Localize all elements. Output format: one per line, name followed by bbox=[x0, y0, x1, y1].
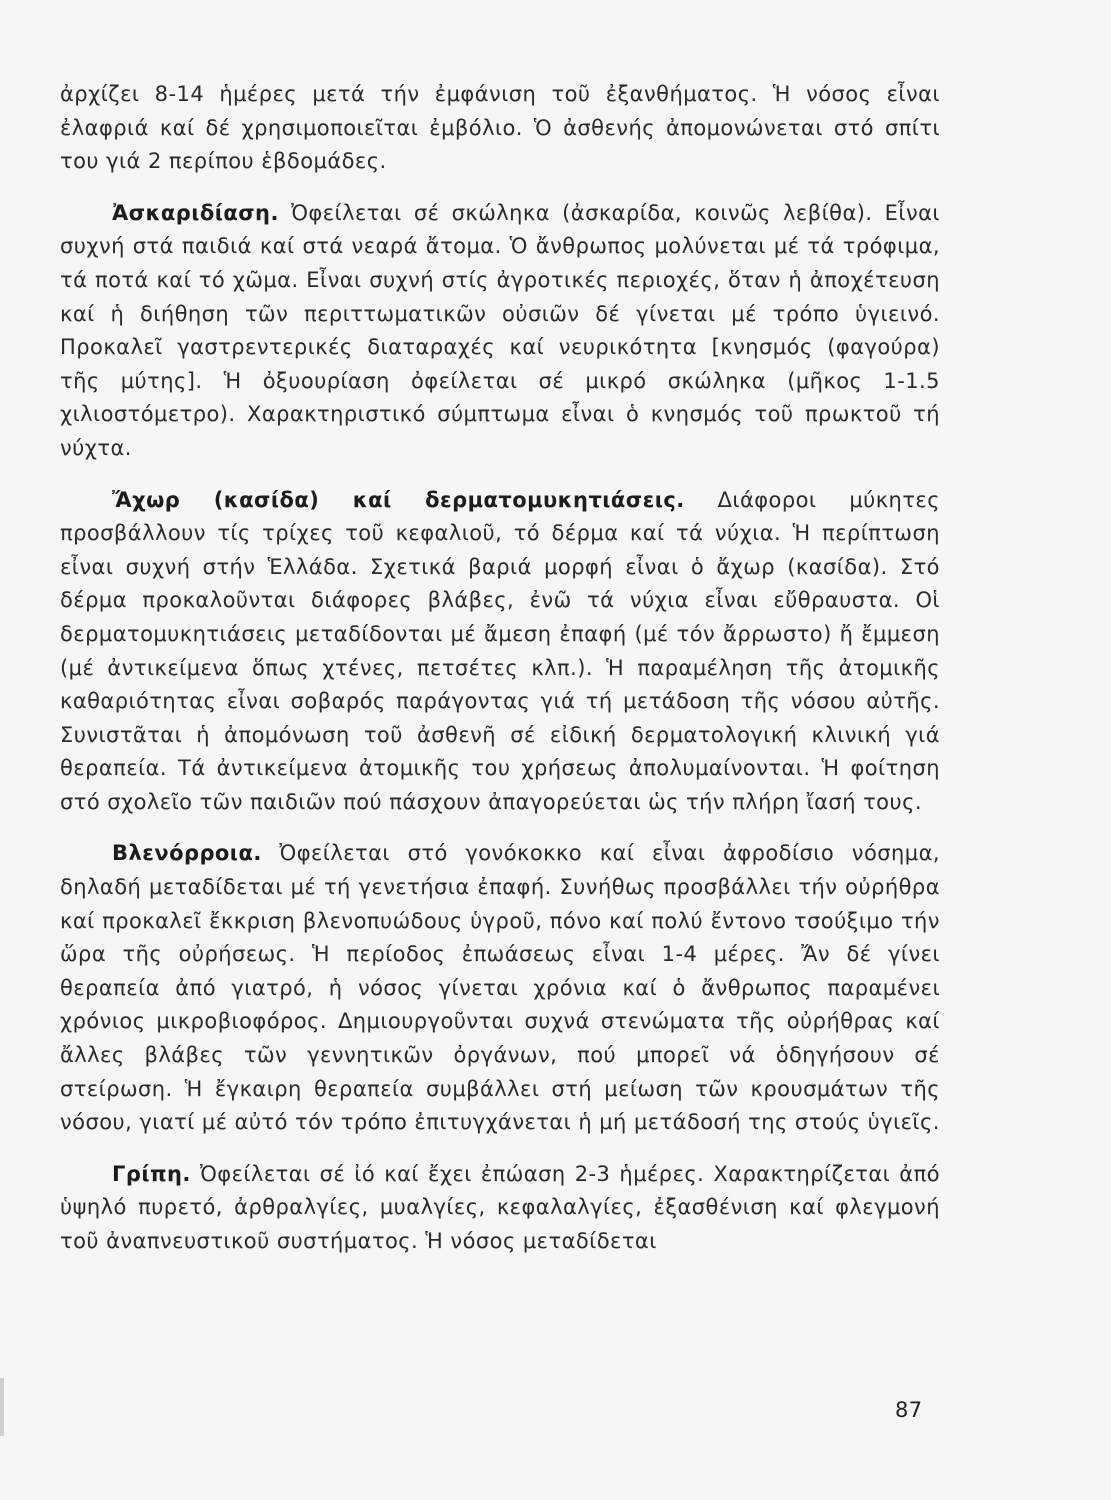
paragraph-text: Ὀφείλεται στό γονόκοκκο καί εἶναι ἀφροδίσιο νόσημα, δηλαδή μεταδίδεται μέ τή γενετήσια ἐπαφή. Συνήθως προσβάλλει τήν οὐρήθρα καί προκαλεῖ ἔκκριση βλενοπυώδους ὑγροῦ, πόνο καί πολύ ἔντονο τσούξιμο τήν ὥρα τῆς οὐρήσεως. Ἡ περίοδος ἐπωάσεως εἶναι 1-4 μέρες. Ἄν δέ γίνει θεραπεία ἀπό γιατρό, ἡ νόσος γίνεται χρόνια καί ὁ ἄνθρωπος παραμένει χρόνιος μικροβιοφόρος. Δημιουργοῦνται συχνά στενώματα τῆς οὐρήθρας καί ἄλλες βλάβες τῶν γεννητικῶν ὀργάνων, πού μπορεῖ νά ὁδηγήσουν σέ στείρωση. Ἡ ἔγκαιρη θεραπεία συμβάλλει στή μείωση τῶν κρουσμάτων τῆς νόσου, γιατί μέ αὐτό τόν τρόπο ἐπιτυγχάνεται ἡ μή μετάδοσή της στούς ὑγιεῖς. bbox=[60, 841, 940, 1135]
paragraph-influenza bbox=[60, 1158, 940, 1259]
paragraph-text: Ὀφείλεται σέ σκώληκα (ἀσκαρίδα, κοινῶς λεβίθα). Εἶναι συχνή στά παιδιά καί στά νεαρά ἄτομα. Ὁ ἄνθρωπος μολύνεται μέ τά τρόφιμα, τά ποτά καί τό χῶμα. Εἶναι συχνή στίς ἀγροτικές περιοχές, ὅταν ἡ ἀποχέτευση καί ἡ διήθηση τῶν περιττωματικῶν οὐσιῶν δέ γίνεται μέ τρόπο ὑγιεινό. Προκαλεῖ γαστρεντερικές διαταραχές καί νευρικότητα [κνησμός (φαγούρα) τῆς μύτης]. Ἡ ὀξυουρίαση ὀφείλεται σέ μικρό σκώληκα (μῆκος 1-1.5 χιλιοστόμετρο). Χαρακτηριστικό σύμπτωμα εἶναι ὁ κνησμός τοῦ πρωκτοῦ τή νύχτα. bbox=[60, 200, 940, 460]
paragraph-tinea bbox=[60, 484, 940, 820]
paragraph-heading: Γρίπη. bbox=[112, 1161, 191, 1186]
scan-edge-mark bbox=[0, 1378, 4, 1436]
paragraph-heading: Βλενόρροια. bbox=[112, 841, 262, 866]
paragraph-ascariasis bbox=[60, 197, 940, 466]
paragraph-text: ἀρχίζει 8-14 ἡμέρες μετά τήν ἐμφάνιση τοῦ ἐξανθήματος. Ἡ νόσος εἶναι ἐλαφριά καί δέ χρησιμοποιεῖται ἐμβόλιο. Ὁ ἀσθενής ἀπομονώνεται στό σπίτι του γιά 2 περίπου ἑβδομάδες. bbox=[60, 82, 940, 174]
paragraph-gonorrhea bbox=[60, 837, 940, 1139]
paragraph-text: Διάφοροι μύκητες προσβάλλουν τίς τρίχες τοῦ κεφαλιοῦ, τό δέρμα καί τά νύχια. Ἡ περίπτωση εἶναι συχνή στήν Ἑλλάδα. Σχετικά βαριά μορφή εἶναι ὁ ἄχωρ (κασίδα). Στό δέρμα προκαλοῦνται διάφορες βλάβες, ἐνῶ τά νύχια εἶναι εὔθραυστα. Οἱ δερματομυκητιάσεις μεταδίδονται μέ ἄμεση ἐπαφή (μέ τόν ἄρρωστο) ἤ ἔμμεση (μέ ἀντικείμενα ὅπως χτένες, πετσέτες κλπ.). Ἡ παραμέληση τῆς ἀτομικῆς καθαριότητας εἶναι σοβαρός παράγοντας γιά τή μετάδοση τῆς νόσου αὐτῆς. Συνιστᾶται ἡ ἀπομόνωση τοῦ ἀσθενῆ σέ εἰδική δερματολογική κλινική γιά θεραπεία. Τά ἀντικείμενα ἀτομικῆς του χρήσεως ἀπολυμαίνονται. Ἡ φοίτηση στό σχολεῖο τῶν παιδιῶν πού πάσχουν ἀπαγορεύεται ὡς τήν πλήρη ἴασή τους. bbox=[60, 487, 940, 814]
page-number: 87 bbox=[895, 1398, 923, 1422]
page-body bbox=[60, 78, 940, 1277]
paragraph-continuation bbox=[60, 78, 940, 179]
paragraph-heading: Ἄχωρ (κασίδα) καί δερματομυκητιάσεις. bbox=[112, 487, 685, 512]
paragraph-text: Ὀφείλεται σέ ἰό καί ἔχει ἐπώαση 2-3 ἡμέρες. Χαρακτηρίζεται ἀπό ὑψηλό πυρετό, ἀρθραλγίες, μυαλγίες, κεφαλαλγίες, ἐξασθένιση καί φλεγμονή τοῦ ἀναπνευστικοῦ συστήματος. Ἡ νόσος μεταδίδεται bbox=[60, 1161, 940, 1253]
paragraph-heading: Ἀσκαριδίαση. bbox=[112, 200, 279, 225]
